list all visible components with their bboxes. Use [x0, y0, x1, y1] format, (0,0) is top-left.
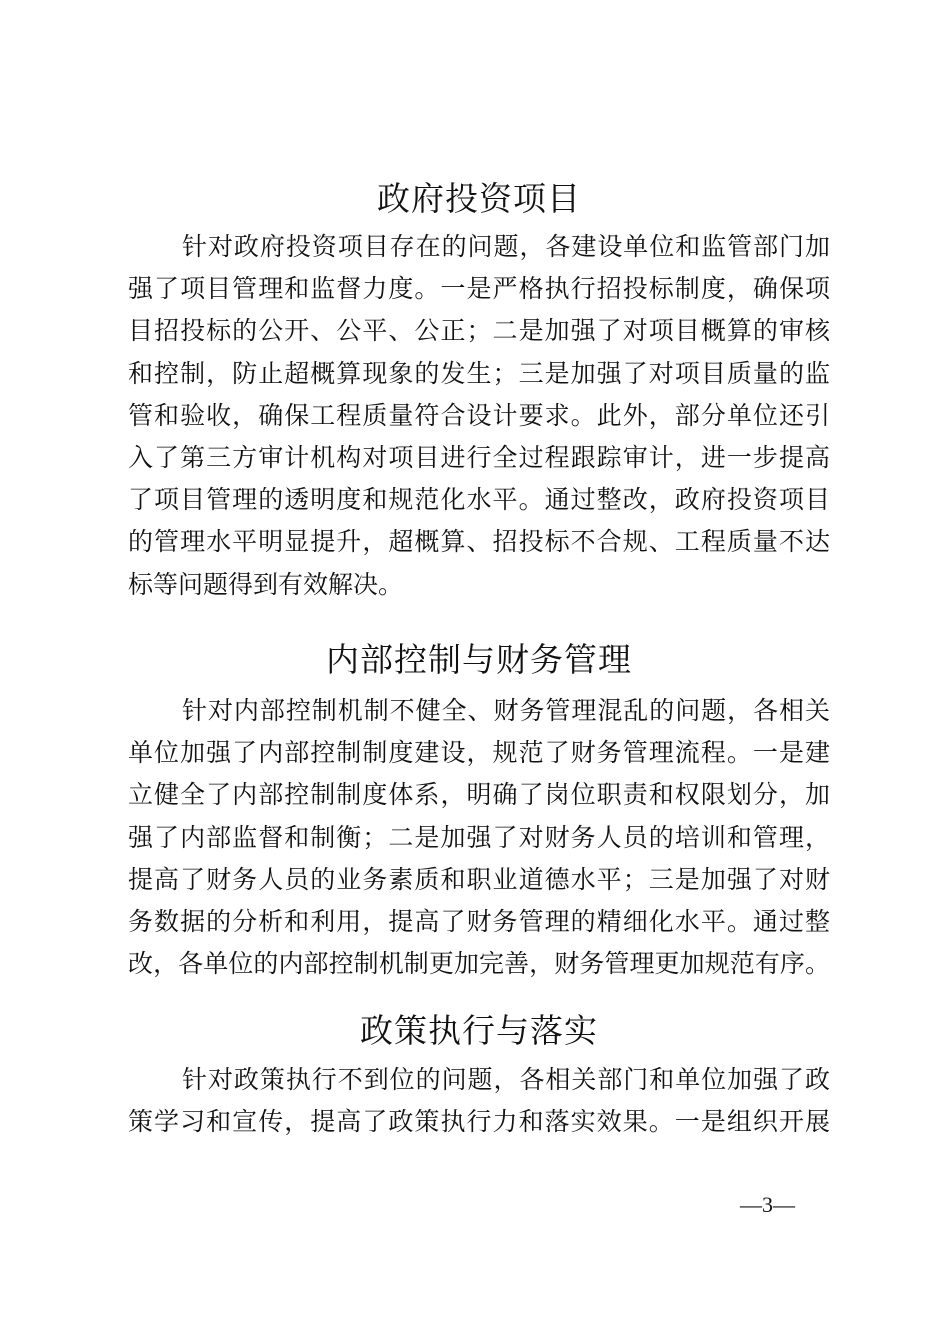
paragraph-line: 针对政府投资项目存在的问题，各建设单位和监管部门加 [182, 232, 830, 261]
paragraph-line: 标等问题得到有效解决。 [128, 569, 404, 599]
paragraph-line: 管和验收，确保工程质量符合设计要求。此外，部分单位还引 [128, 400, 830, 430]
paragraph-policy-implementation [128, 1059, 830, 1143]
section-heading-internal-control: 内部控制与财务管理 [326, 640, 632, 679]
paragraph-line: 的管理水平明显提升，超概算、招投标不合规、工程质量不达 [128, 527, 830, 557]
page-number: —3— [740, 1192, 795, 1217]
paragraph-line: 改，各单位的内部控制机制更加完善，财务管理更加规范有序。 [128, 949, 830, 979]
paragraph-line: 立健全了内部控制制度体系，明确了岗位职责和权限划分，加 [128, 780, 830, 810]
paragraph-line: 提高了财务人员的业务素质和职业道德水平；三是加强了对财 [128, 864, 830, 894]
paragraph-line: 针对内部控制机制不健全、财务管理混乱的问题，各相关 [182, 696, 830, 725]
paragraph-line: 目招投标的公开、公平、公正；二是加强了对项目概算的审核 [128, 316, 830, 346]
paragraph-line: 策学习和宣传，提高了政策执行力和落实效果。一是组织开展 [128, 1107, 830, 1137]
paragraph-line: 和控制，防止超概算现象的发生；三是加强了对项目质量的监 [128, 358, 830, 388]
paragraph-line: 单位加强了内部控制制度建设，规范了财务管理流程。一是建 [128, 738, 830, 768]
paragraph-line: 针对政策执行不到位的问题，各相关部门和单位加强了政 [182, 1065, 830, 1094]
paragraph-internal-control [128, 690, 830, 985]
paragraph-line: 强了项目管理和监督力度。一是严格执行招投标制度，确保项 [128, 274, 830, 304]
paragraph-line: 务数据的分析和利用，提高了财务管理的精细化水平。通过整 [128, 906, 830, 936]
section-heading-policy-implementation: 政策执行与落实 [360, 1011, 598, 1050]
paragraph-line: 入了第三方审计机构对项目进行全过程跟踪审计，进一步提高 [128, 442, 830, 472]
paragraph-line: 了项目管理的透明度和规范化水平。通过整改，政府投资项目 [128, 485, 830, 515]
section-heading-government-investment: 政府投资项目 [377, 179, 581, 218]
paragraph-government-investment [128, 226, 830, 606]
paragraph-line: 强了内部监督和制衡；二是加强了对财务人员的培训和管理， [128, 822, 830, 852]
